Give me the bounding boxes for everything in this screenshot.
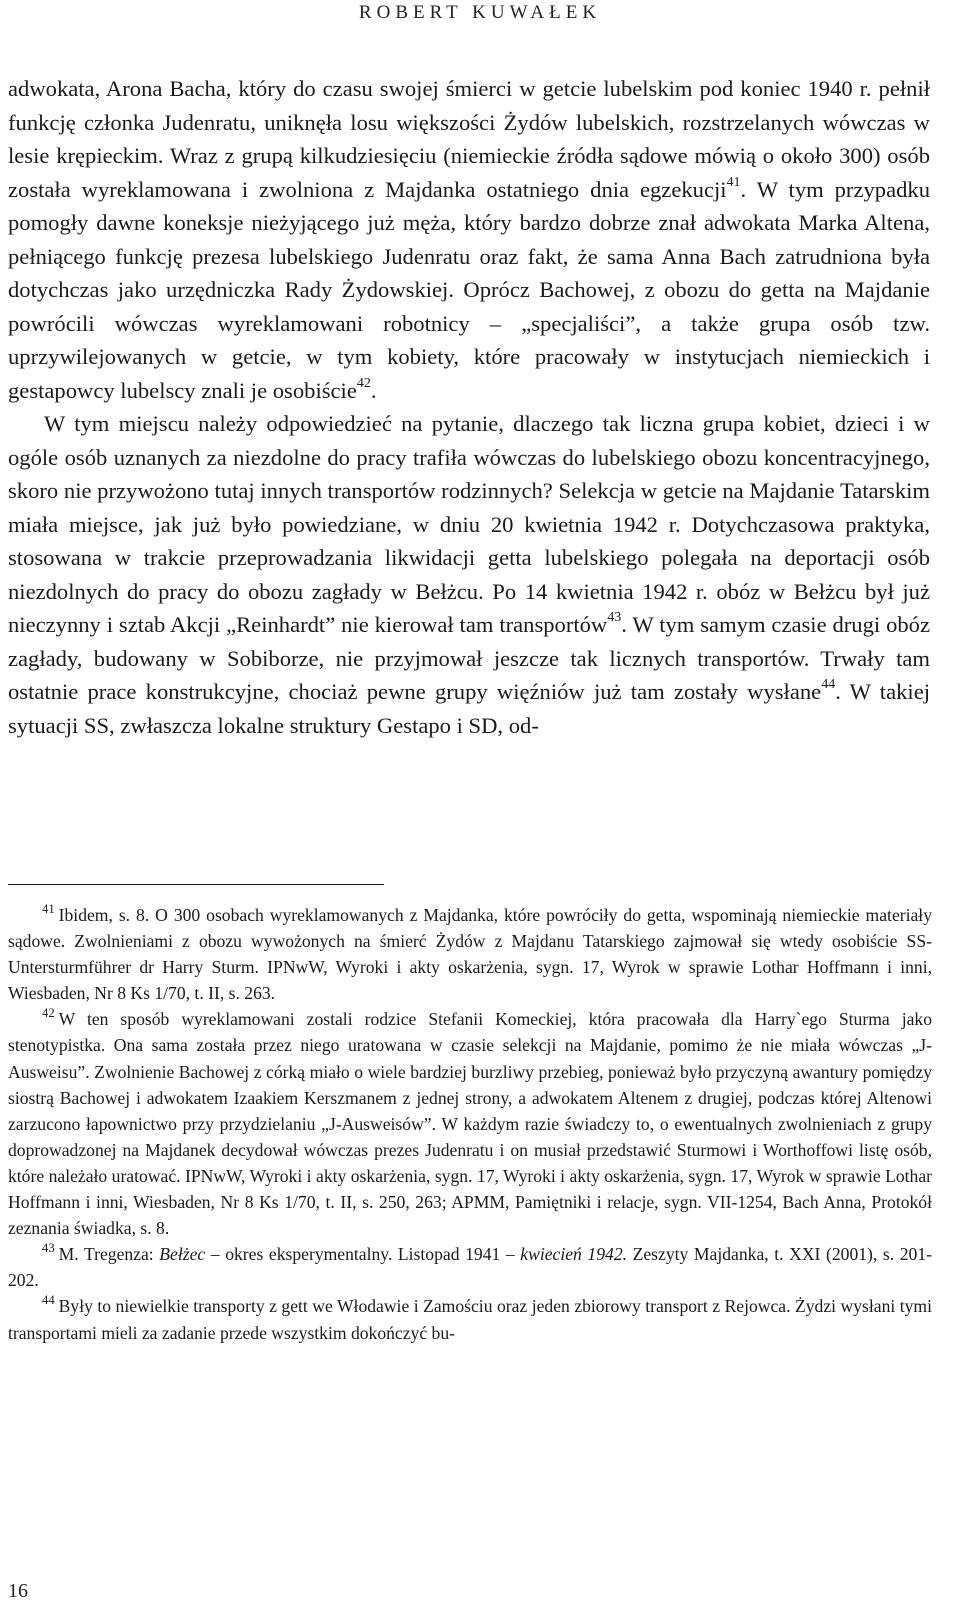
paragraph-text: W tym miejscu należy odpowiedzieć na pytanie, dlaczego tak liczna grupa kobiet, dzieci i w ogóle osób uznanych za niezdolne do pracy trafiła wówczas do lubelskiego obozu koncentracyjnego, skoro nie przywożono tutaj innych transportów rodzinnych? Selekcja w getcie na Majdanie Tatarskim miała miejsce, jak już było powiedziane, w dniu 20 kwietnia 1942 r. Dotychczasowa praktyka, stosowana w trakcie przeprowadzania likwidacji getta lubelskiego polegała na deportacji osób niezdolnych do pracy do obozu zagłady w Bełżcu. Po 14 kwietnia 1942 r. obóz w Bełżcu był już nieczynny i sztab Akcji „Reinhardt” nie kierował tam transportów bbox=[8, 411, 930, 637]
footnote-number: 41 bbox=[42, 901, 55, 916]
paragraph-2 bbox=[8, 407, 930, 742]
page-number: 16 bbox=[8, 1580, 28, 1602]
footnote-text: M. Tregenza: bbox=[58, 1244, 160, 1265]
main-text bbox=[8, 72, 930, 742]
footnote-ref-44[interactable]: 44 bbox=[821, 677, 836, 693]
footnote-number: 44 bbox=[42, 1293, 55, 1308]
footnote-43 bbox=[8, 1241, 932, 1293]
footnote-text: W ten sposób wyreklamowani zostali rodzice Stefanii Komeckiej, która pracowała dla Harry`ego Sturma jako stenotypistka. Ona sama została przez niego uratowana w czasie selekcji na Majdanie, pomimo że nie miała wówczas „J-Ausweisu”. Zwolnienie Bachowej z córką miało o wiele bardziej burzliwy przebieg, ponieważ było przyczyną awantury pomiędzy siostrą Bachowej i adwokatem Izaakiem Kerszmanem z jednej strony, a adwokatem Altenem z drugiej, podczas której Altenowi zarzucono łapownictwo przy przydzielaniu „J-Ausweisów”. W każdym razie świadczy to, o ewentualnych zwolnieniach z grupy doprowadzonej na Majdanek decydował wówczas prezes Judenratu i on musiał przedstawić Sturmowi i Worthoffowi listę osób, które należało uratować. IPNwW, Wyroki i akty oskarżenia, sygn. 17, Wyroki i akty oskarżenia, sygn. 17, Wyrok w sprawie Lothar Hoffmann i inni, Wiesbaden, Nr 8 Ks 1/70, t. II, s. 250, 263; APMM, Pamiętniki i relacje, sygn. VII-1254, Bach Anna, Protokół zeznania świadka, s. 8. bbox=[8, 1009, 932, 1239]
footnote-ref-43[interactable]: 43 bbox=[607, 610, 622, 626]
footnote-text: Zeszyty Majdanka, t. XXI (2001), s. 201-202. bbox=[8, 1244, 932, 1291]
footnote-separator bbox=[8, 884, 384, 885]
running-header: ROBERT KUWAŁEK bbox=[358, 2, 602, 23]
footnote-text: Były to niewielkie transporty z gett we Włodawie i Zamościu oraz jeden zbiorowy transport z Rejowca. Żydzi wysłani tymi transportami mieli za zadanie przede wszystkim dokończyć bu- bbox=[8, 1296, 932, 1343]
paragraph-text: . bbox=[370, 377, 377, 403]
footnote-number: 43 bbox=[42, 1241, 55, 1256]
footnotes bbox=[8, 902, 932, 1346]
footnote-ref-41[interactable]: 41 bbox=[726, 174, 741, 190]
footnote-42 bbox=[8, 1006, 932, 1241]
footnote-ref-42[interactable]: 42 bbox=[356, 375, 371, 391]
paragraph-text: . W takiej sytuacji SS, zwłaszcza lokalne struktury Gestapo i SD, od- bbox=[8, 679, 930, 738]
footnote-italic-title: Bełżec bbox=[159, 1244, 206, 1265]
paragraph-1 bbox=[8, 72, 930, 407]
footnote-text: – okres eksperymentalny. Listopad 1941 – bbox=[205, 1244, 521, 1265]
paragraph-text: . W tym przypadku pomogły dawne koneksje nieżyjącego już męża, który bardzo dobrze znał adwokata Marka Altena, pełniącego funkcję prezesa lubelskiego Judenratu oraz fakt, że sama Anna Bach zatrudniona była dotychczas jako urzędniczka Rady Żydowskiej. Oprócz Bachowej, z obozu do getta na Majdanie powrócili wówczas wyreklamowani robotnicy – „specjaliści”, a także grupa osób tzw. uprzywilejowanych w getcie, w tym kobiety, które pracowały w instytucjach niemieckich i gestapowcy lubelscy znali je osobiście bbox=[8, 176, 930, 403]
footnote-number: 42 bbox=[42, 1006, 55, 1021]
footnote-44 bbox=[8, 1293, 932, 1345]
paragraph-text: . W tym samym czasie drugi obóz zagłady, budowany w Sobiborze, nie przyjmował jeszcze tak licznych transportów. Trwały tam ostatnie prace konstrukcyjne, chociaż pewne grupy więźniów już tam zostały wysłane bbox=[8, 612, 930, 704]
paragraph-text: adwokata, Arona Bacha, który do czasu swojej śmierci w getcie lubelskim pod koniec 1940 r. pełnił funkcję członka Judenratu, uniknęła losu większości Żydów lubelskich, rozstrzelanych wówczas w lesie krępieckim. Wraz z grupą kilkudziesięciu (niemieckie źródła sądowe mówią o około 300) osób została wyreklamowana i zwolniona z Majdanka ostatniego dnia egzekucji bbox=[8, 76, 930, 202]
footnote-italic-title: kwiecień 1942. bbox=[520, 1244, 628, 1265]
footnote-41 bbox=[8, 902, 932, 1006]
footnote-text: Ibidem, s. 8. O 300 osobach wyreklamowanych z Majdanka, które powróciły do getta, wspominają niemieckie materiały sądowe. Zwolnieniami z obozu wywożonych na śmierć Żydów z Majdanu Tatarskiego zajmował się wtedy osobiście SS-Untersturmführer dr Harry Sturm. IPNwW, Wyroki i akty oskarżenia, sygn. 17, Wyrok w sprawie Lothar Hoffmann i inni, Wiesbaden, Nr 8 Ks 1/70, t. II, s. 263. bbox=[8, 905, 932, 1004]
